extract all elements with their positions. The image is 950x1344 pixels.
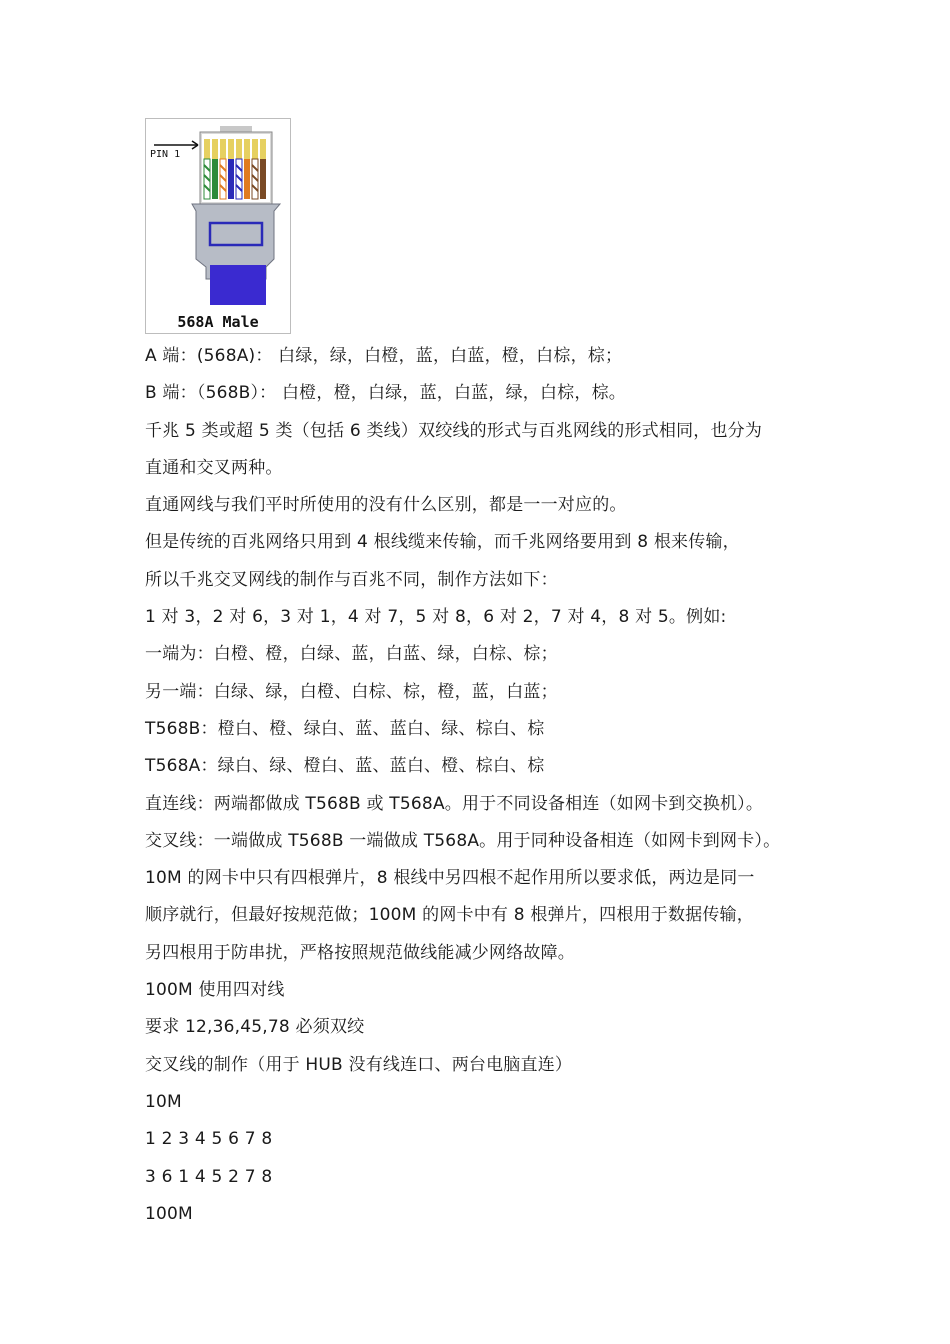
text-line: 100M	[145, 1203, 193, 1224]
text-line: T568B：橙白、橙、绿白、蓝、蓝白、绿、棕白、棕	[145, 718, 545, 739]
text-line: 但是传统的百兆网络只用到 4 根线缆来传输，而千兆网络要用到 8 根来传输，	[145, 532, 740, 553]
figure-caption: 568A Male	[177, 313, 259, 331]
text-line: 1 对 3，2 对 6，3 对 1，4 对 7，5 对 8，6 对 2，7 对 4，8 对 5。例如:	[145, 607, 727, 628]
text-line: 所以千兆交叉网线的制作与百兆不同，制作方法如下：	[145, 569, 558, 590]
text-line: A 端：(568A)： 白绿，绿，白橙，蓝，白蓝，橙，白棕，棕；	[145, 346, 623, 366]
text-line: 直通网线与我们平时所使用的没有什么区别，都是一一对应的。	[145, 495, 627, 516]
text-line: 10M 的网卡中只有四根弹片，8 根线中另四根不起作用所以要求低，两边是同一	[145, 868, 755, 889]
text-line: 3 6 1 4 5 2 7 8	[145, 1166, 273, 1187]
text-line: B 端：（568B）： 白橙，橙，白绿，蓝，白蓝，绿，白棕，棕。	[145, 383, 626, 404]
text-line: 直通和交叉两种。	[145, 457, 283, 478]
text-line: 交叉线：一端做成 T568B 一端做成 T568A。用于同种设备相连（如网卡到网卡）。	[145, 830, 781, 851]
text-line: 要求 12,36,45,78 必须双绞	[145, 1017, 365, 1038]
rj45-connector-figure	[145, 118, 291, 334]
text-line: 1 2 3 4 5 6 7 8	[145, 1129, 273, 1150]
text-line: 顺序就行，但最好按规范做；100M 的网卡中有 8 根弹片，四根用于数据传输，	[145, 905, 754, 926]
text-line: 10M	[145, 1091, 182, 1112]
text-line: 另四根用于防串扰，严格按照规范做线能减少网络故障。	[145, 942, 575, 963]
text-line: 交叉线的制作（用于 HUB 没有线连口、两台电脑直连）	[145, 1054, 573, 1075]
text-line: 一端为：白橙、橙，白绿、蓝，白蓝、绿，白棕、棕；	[145, 644, 558, 665]
text-line: 100M 使用四对线	[145, 980, 285, 1001]
pin1-label: PIN 1	[150, 149, 181, 160]
body-text	[145, 338, 825, 1233]
text-line: 直连线：两端都做成 T568B 或 T568A。用于不同设备相连（如网卡到交换机）。	[145, 793, 764, 814]
text-line: 另一端：白绿、绿，白橙、白棕、棕，橙，蓝，白蓝；	[145, 681, 558, 702]
rj45-568a-diagram	[146, 119, 290, 333]
text-line: T568A：绿白、绿、橙白、蓝、蓝白、橙、棕白、棕	[145, 756, 545, 777]
text-line: 千兆 5 类或超 5 类（包括 6 类线）双绞线的形式与百兆网线的形式相同，也分为	[145, 420, 763, 441]
